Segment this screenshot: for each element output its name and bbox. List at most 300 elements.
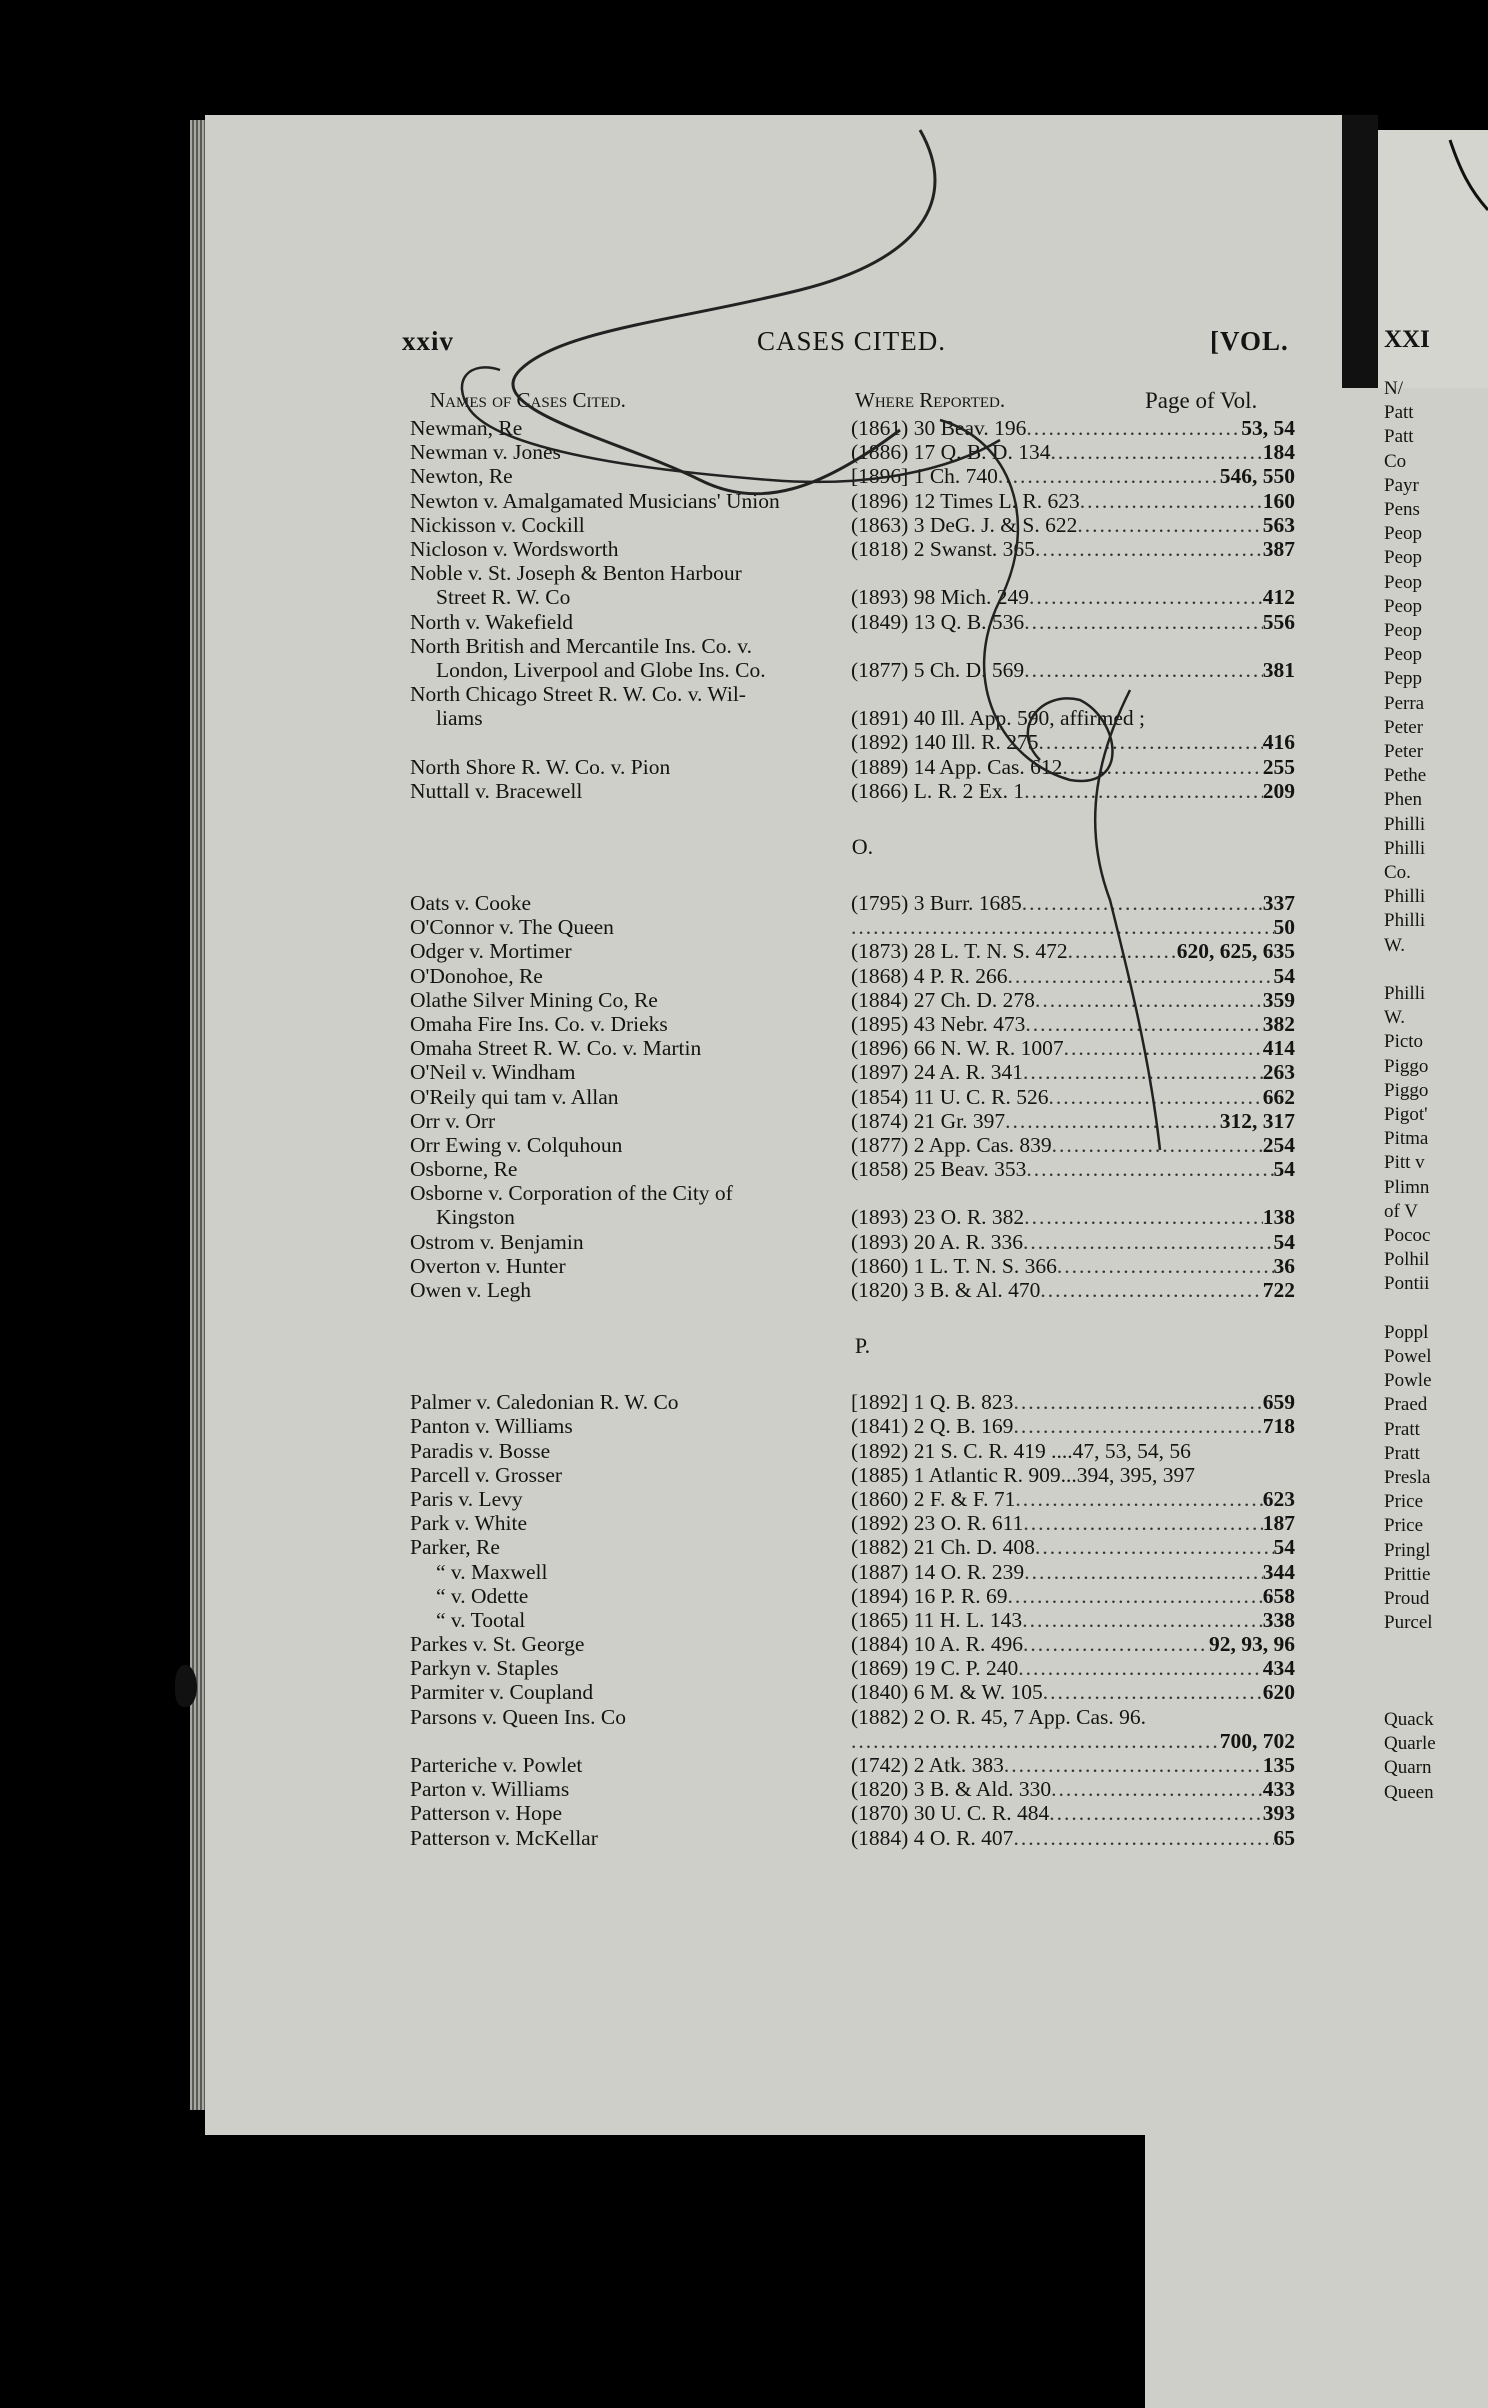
page-reference: 556 [1262,609,1295,634]
case-entry [410,1278,1295,1302]
case-reference: (1861) 30 Beav. 196 [851,416,1027,440]
case-entry [410,939,1295,963]
dot-leader [1035,537,1263,562]
facing-page-line: of V [1384,1200,1418,1222]
page-reference: 414 [1262,1036,1295,1061]
dot-leader [1024,1560,1263,1585]
page-reference: 92, 93, 96 [1209,1632,1295,1657]
facing-page-line: Piggo [1384,1079,1429,1101]
dot-leader [1039,730,1263,755]
case-name: Paradis v. Bosse [410,1438,551,1463]
facing-page-line: W. [1384,1007,1405,1029]
dot-leader [1029,585,1263,610]
facing-page-line: Quarn [1384,1757,1432,1779]
case-name: Noble v. St. Joseph & Benton Harbour [410,561,742,586]
page-reference: 412 [1262,585,1295,610]
case-entry [410,1826,1295,1850]
page-reference: 620 [1262,1680,1295,1705]
facing-page-line: Polhil [1384,1249,1430,1271]
page-reference: 359 [1262,987,1295,1012]
page-reference: 382 [1262,1011,1295,1036]
case-entry [410,1705,1295,1729]
case-entry [410,682,1295,706]
case-entry [410,1181,1295,1205]
case-entry [410,1012,1295,1036]
case-entry [410,1060,1295,1084]
facing-page-line: Plimn [1384,1176,1430,1198]
case-entry [410,1535,1295,1559]
facing-page-line: Pens [1384,499,1420,520]
facing-page-line: Philli [1384,910,1426,932]
case-entry [410,988,1295,1012]
facing-page-line: Pococ [1384,1225,1431,1246]
case-reference: (1896) 12 Times L. R. 623 [851,488,1080,513]
dot-leader [1051,1777,1263,1802]
case-name: North Chicago Street R. W. Co. v. Wil- [410,682,746,707]
page-reference: 434 [1262,1656,1295,1681]
facing-page-line: Perra [1384,692,1425,714]
case-reference: (1869) 19 C. P. 240 [851,1656,1019,1681]
dot-leader [1022,891,1263,916]
dot-leader [1013,1826,1273,1851]
case-reference: [1896] 1 Ch. 740 [851,464,998,489]
page-reference: 53, 54 [1241,416,1295,440]
case-entry [410,1414,1295,1438]
case-entry [410,1729,1295,1753]
spacer [410,1370,1295,1390]
case-name: Nuttall v. Bracewell [410,778,583,803]
case-reference: (1893) 23 O. R. 382 [851,1205,1025,1230]
case-reference: (1893) 98 Mich. 249 [851,585,1029,610]
case-name: Newman, Re [410,416,523,440]
case-name: Parteriche v. Powlet [410,1753,583,1777]
page-reference: 620, 625, 635 [1176,939,1295,964]
case-name: Nicloson v. Wordsworth [410,536,619,561]
dot-leader [1052,1133,1263,1158]
case-entry [410,1254,1295,1278]
case-entry [410,537,1295,561]
facing-page-line: Piggo [1384,1055,1429,1077]
case-reference: (1885) 1 Atlantic R. 909...394, 395, 397 [851,1462,1195,1487]
case-reference: (1854) 11 U. C. R. 526 [851,1084,1049,1109]
facing-page-line: Patt [1384,402,1414,424]
case-name: Kingston [436,1205,515,1230]
case-reference: (1894) 16 P. R. 69 [851,1583,1008,1608]
case-reference: (1897) 24 A. R. 341 [851,1060,1023,1085]
case-name: North Shore R. W. Co. v. Pion [410,754,671,779]
page-reference: 209 [1262,778,1295,803]
case-name: Newton, Re [410,464,513,489]
page-reference: 623 [1262,1486,1295,1511]
facing-page-line: Quack [1384,1709,1434,1730]
page-reference: 135 [1262,1753,1295,1777]
ink-blot [175,1665,197,1707]
case-reference: (1884) 10 A. R. 496 [851,1632,1023,1657]
page-reference: 254 [1262,1132,1295,1157]
case-entry [410,1390,1295,1414]
facing-page-line: Pepp [1384,668,1422,690]
case-name: Patterson v. Hope [410,1801,563,1826]
case-entry [410,561,1295,585]
dot-leader [1048,1085,1262,1110]
page-reference: 312, 317 [1219,1108,1295,1133]
facing-page-line: Pontii [1384,1273,1430,1295]
facing-page-line: Philli [1384,983,1426,1004]
case-entry [410,1157,1295,1181]
case-name: “ v. Maxwell [436,1559,548,1584]
dot-leader [1007,1584,1262,1609]
case-entry [410,440,1295,464]
dot-leader [1023,1511,1262,1536]
case-reference: (1884) 27 Ch. D. 278 [851,987,1035,1012]
facing-page-line: Proud [1384,1588,1430,1609]
facing-page-line: Picto [1384,1031,1424,1053]
dot-leader [1007,964,1273,989]
case-reference: (1868) 4 P. R. 266 [851,963,1008,988]
facing-page-line: W. [1384,934,1405,956]
facing-page-line: Pratt [1384,1442,1420,1464]
case-name: O'Connor v. The Queen [410,915,614,940]
dot-leader [1057,1254,1274,1279]
dot-leader [1013,1390,1262,1415]
case-reference: (1818) 2 Swanst. 365 [851,536,1035,561]
case-name: Nickisson v. Cockill [410,512,585,537]
facing-page-line: Purcel [1384,1612,1433,1634]
facing-page-line: Peop [1384,547,1422,569]
page-reference: 433 [1262,1777,1295,1802]
case-reference: (1873) 28 L. T. N. S. 472 [851,939,1068,964]
case-entry [410,755,1295,779]
case-name: Parsons v. Queen Ins. Co [410,1704,626,1729]
page-reference: 563 [1262,512,1295,537]
case-entry [410,706,1295,730]
case-entry [410,1109,1295,1133]
case-entry [410,1133,1295,1157]
case-entry [410,1511,1295,1535]
facing-page-line: Payr [1384,474,1419,496]
dot-leader [851,1729,1220,1754]
dot-leader [1004,1753,1263,1778]
facing-page-line: Pratt [1384,1418,1420,1440]
page-reference: 718 [1262,1414,1295,1439]
case-reference: (1865) 11 H. L. 143 [851,1607,1023,1632]
section-letter: P. [854,1333,871,1359]
case-name: North British and Mercantile Ins. Co. v. [410,633,752,658]
case-entry [410,1036,1295,1060]
case-entry [410,891,1295,915]
facing-page-line: Poppl [1384,1321,1429,1343]
facing-page-line: Peop [1384,571,1422,593]
facing-page-line: Peop [1384,644,1422,666]
case-entry [410,779,1295,803]
facing-page-line: Co [1384,450,1407,472]
case-reference: (1889) 14 App. Cas. 612 [851,754,1063,779]
case-name: O'Neil v. Windham [410,1060,576,1085]
facing-page-line: Pigot' [1384,1104,1428,1125]
page-reference: 338 [1262,1607,1295,1632]
dot-leader [1026,1157,1273,1182]
page-reference: 662 [1262,1084,1295,1109]
column-header-names: Names of Cases Cited. [430,388,626,412]
facing-page-line: Queen [1384,1781,1434,1803]
facing-page-line: Pitma [1384,1128,1429,1150]
case-entry [410,1680,1295,1704]
page-reference: 416 [1262,730,1295,755]
dot-leader [1023,1230,1274,1255]
running-title: CASES CITED. [757,326,947,356]
page-reference: 54 [1273,963,1295,988]
case-list [410,416,1295,1850]
case-reference: (1893) 20 A. R. 336 [851,1229,1023,1254]
page-number: xxiv [402,326,455,356]
page-reference: 255 [1262,754,1295,779]
case-name: Park v. White [410,1511,528,1536]
case-entry [410,513,1295,537]
case-reference: (1820) 3 B. & Al. 470 [851,1278,1041,1302]
case-entry [410,1801,1295,1825]
facing-page-number: XXI [1384,326,1430,353]
case-reference: (1841) 2 Q. B. 169 [851,1414,1014,1439]
case-name: Street R. W. Co [436,585,571,610]
case-reference: (1887) 14 O. R. 239 [851,1559,1025,1584]
dot-leader [1080,489,1263,514]
case-name: Parkes v. St. George [410,1632,585,1657]
dot-leader [1023,1060,1263,1085]
page-reference: 50 [1273,915,1295,940]
dot-leader [1005,1109,1220,1134]
case-entry [410,1584,1295,1608]
case-entry [410,915,1295,939]
case-name: Omaha Fire Ins. Co. v. Drieks [410,1011,668,1036]
page-reference: 658 [1262,1583,1295,1608]
dot-leader [1035,1535,1274,1560]
dot-leader [1068,939,1177,964]
dot-leader [1024,779,1263,804]
case-reference: [1892] 1 Q. B. 823 [851,1390,1014,1415]
case-reference: (1860) 1 L. T. N. S. 366 [851,1253,1057,1278]
case-name: “ v. Odette [436,1583,529,1608]
dot-leader [1064,1036,1263,1061]
dot-leader [1049,1801,1262,1826]
page-reference: 160 [1262,488,1295,513]
case-entry [410,464,1295,488]
page-reference: 54 [1273,1535,1295,1560]
case-entry [410,1085,1295,1109]
facing-page-line: Co. [1384,862,1411,883]
dot-leader [1050,440,1262,465]
case-entry [410,489,1295,513]
facing-page-line: Peop [1384,620,1422,641]
case-name: Newman v. Jones [410,440,561,465]
dot-leader [851,915,1274,940]
facing-page-line: Presla [1384,1467,1431,1488]
case-reference: (1892) 140 Ill. R. 275 [851,730,1039,755]
facing-page-line: Philli [1384,886,1426,908]
page-reference: 187 [1262,1511,1295,1536]
case-name: North v. Wakefield [410,609,574,634]
page-reference: 659 [1262,1390,1295,1415]
case-name: Olathe Silver Mining Co, Re [410,987,658,1012]
spacer [410,803,1295,823]
facing-page-line: Price [1384,1515,1424,1537]
facing-page-line: Powle [1384,1370,1432,1392]
dot-leader [1013,1414,1262,1439]
dot-leader [1062,755,1262,780]
case-reference: (1882) 2 O. R. 45, 7 App. Cas. 96. [851,1704,1147,1729]
facing-page-line: Pringl [1384,1539,1431,1561]
case-name: Parcell v. Grosser [410,1462,563,1487]
case-name: Odger v. Mortimer [410,939,572,964]
case-reference: (1896) 66 N. W. R. 1007 [851,1036,1064,1061]
case-name: “ v. Tootal [436,1607,526,1632]
dot-leader [1024,658,1263,683]
case-reference: (1892) 21 S. C. R. 419 ....47, 53, 54, 56 [851,1438,1191,1463]
spacer [410,1302,1295,1322]
case-name: Newton v. Amalgamated Musicians' Union [410,488,780,513]
section-letter: O. [851,834,874,859]
facing-page-line: Philli [1384,837,1426,859]
dot-leader [1040,1278,1262,1303]
case-name: Parton v. Williams [410,1777,570,1802]
case-name: Parkyn v. Staples [410,1656,559,1681]
case-name: Owen v. Legh [410,1278,532,1302]
case-reference: (1892) 23 O. R. 611 [851,1511,1024,1536]
facing-page-line: Peop [1384,595,1422,617]
case-name: Paris v. Levy [410,1486,523,1511]
case-reference: (1877) 5 Ch. D. 569 [851,657,1025,682]
case-entry [410,1463,1295,1487]
case-entry [410,416,1295,440]
dot-leader [1077,513,1262,538]
facing-page-line: Philli [1384,813,1426,835]
case-reference: (1877) 2 App. Cas. 839 [851,1132,1052,1157]
case-entry [410,1608,1295,1632]
case-entry [410,1777,1295,1801]
case-reference: (1742) 2 Atk. 383 [851,1753,1004,1777]
facing-page-line: Powel [1384,1346,1432,1367]
case-entry [410,1632,1295,1656]
case-entry [410,1487,1295,1511]
case-name: Palmer v. Caledonian R. W. Co [410,1390,679,1415]
case-entry [410,1230,1295,1254]
dot-leader [1024,1205,1263,1230]
case-name: Parmiter v. Coupland [410,1680,594,1705]
dot-leader [998,464,1220,489]
page-reference: 54 [1273,1229,1295,1254]
dot-leader [1018,1656,1263,1681]
case-reference: (1884) 4 O. R. 407 [851,1825,1014,1850]
case-entry [410,634,1295,658]
case-reference: (1866) L. R. 2 Ex. 1 [851,778,1025,803]
facing-page-line: Peter [1384,716,1424,738]
case-reference: (1874) 21 Gr. 397 [851,1108,1006,1133]
case-reference: (1858) 25 Beav. 353 [851,1157,1027,1182]
case-name: Ostrom v. Benjamin [410,1229,584,1254]
page-reference: 344 [1262,1559,1295,1584]
case-entry [410,610,1295,634]
case-entry [410,1753,1295,1777]
page-reference: 387 [1262,536,1295,561]
facing-page-line: Patt [1384,426,1414,448]
page-reference: 546, 550 [1219,464,1295,489]
case-reference: (1795) 3 Burr. 1685 [851,891,1022,915]
dot-leader [1024,610,1263,635]
case-reference: (1891) 40 Ill. App. 590, affirmed ; [851,706,1145,731]
facing-page-line: Phen [1384,789,1422,811]
dot-leader [1035,988,1263,1013]
column-header-where: Where Reported. [855,388,1006,412]
case-reference: (1882) 21 Ch. D. 408 [851,1535,1035,1560]
case-entry [410,1439,1295,1463]
page-reference: 36 [1273,1253,1295,1278]
facing-page-line: Peop [1384,523,1422,545]
facing-page-line: N/ [1384,378,1403,399]
dot-leader [1043,1680,1263,1705]
page-reference: 65 [1273,1825,1295,1850]
dot-leader [1015,1487,1262,1512]
case-name: Osborne v. Corporation of the City of [410,1181,733,1206]
case-entry [410,964,1295,988]
case-name: Omaha Street R. W. Co. v. Martin [410,1036,702,1061]
dot-leader [1023,1632,1209,1657]
page-reference: 337 [1262,891,1295,915]
page-reference: 722 [1262,1278,1295,1302]
case-name: Patterson v. McKellar [410,1825,598,1850]
page-reference: 700, 702 [1219,1728,1295,1753]
page-reference: 263 [1262,1060,1295,1085]
page-reference: 54 [1273,1157,1295,1182]
case-name: Orr Ewing v. Colquhoun [410,1132,623,1157]
case-reference: (1895) 43 Nebr. 473 [851,1011,1026,1036]
dot-leader [1025,1012,1262,1037]
case-name: Parker, Re [410,1535,500,1560]
case-name: Osborne, Re [410,1157,518,1182]
facing-page-line: Price [1384,1491,1424,1513]
facing-page-line: Quarle [1384,1733,1436,1755]
case-entry [410,585,1295,609]
case-name: London, Liverpool and Globe Ins. Co. [436,657,766,682]
page-reference: 184 [1262,440,1295,465]
case-reference: (1863) 3 DeG. J. & S. 622 [851,512,1078,537]
page-reference: 138 [1262,1205,1295,1230]
case-entry [410,658,1295,682]
case-reference: (1820) 3 B. & Ald. 330 [851,1777,1052,1802]
case-reference: (1860) 2 F. & F. 71 [851,1486,1016,1511]
facing-page-line: Praed [1384,1394,1428,1416]
facing-page-line: Pitt v [1384,1152,1425,1174]
case-name: Orr v. Orr [410,1108,496,1133]
page-reference: 381 [1262,657,1295,682]
case-reference: (1840) 6 M. & W. 105 [851,1680,1043,1705]
facing-page-line: Peter [1384,741,1424,762]
column-header-page: Page of Vol. [1145,388,1488,2408]
volume-marker: [VOL. [1210,326,1289,356]
page-reference: 393 [1262,1801,1295,1826]
case-entry [410,730,1295,754]
case-name: O'Donohoe, Re [410,963,543,988]
case-name: Panton v. Williams [410,1414,573,1439]
case-reference: (1870) 30 U. C. R. 484 [851,1801,1050,1826]
case-name: Oats v. Cooke [410,891,532,915]
spacer [410,871,1295,891]
case-entry [410,1560,1295,1584]
dot-leader [1026,416,1241,441]
case-name: liams [436,706,483,731]
case-entry [410,1656,1295,1680]
case-entry [410,1205,1295,1229]
facing-page-line: Pethe [1384,765,1427,787]
facing-page-line: Prittie [1384,1563,1431,1585]
